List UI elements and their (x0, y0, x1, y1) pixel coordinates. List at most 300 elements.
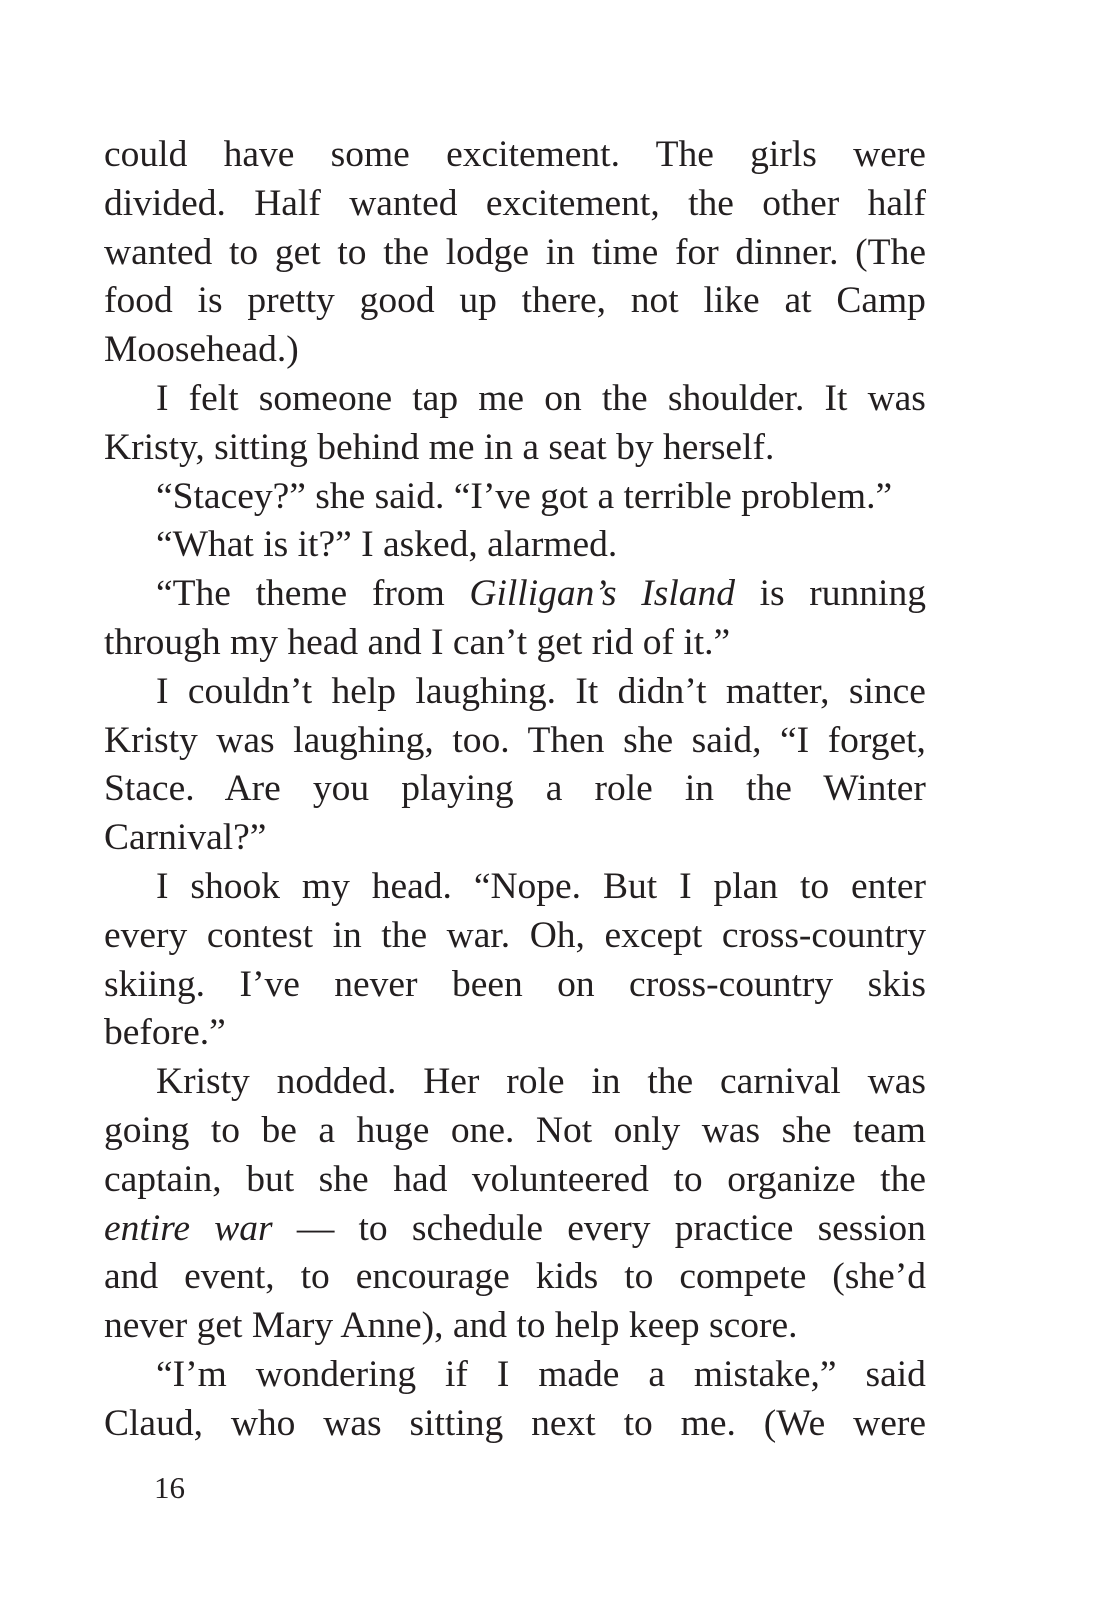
word: dinner. (735, 231, 839, 273)
word: too. (452, 719, 510, 761)
word-space (657, 863, 679, 912)
word-space (427, 912, 447, 961)
word: food (104, 280, 173, 322)
word: nodded. (276, 1061, 397, 1103)
word-space (673, 717, 692, 766)
body-text (104, 131, 926, 1449)
word: one. (450, 1109, 515, 1151)
word: only (613, 1109, 681, 1151)
word: could (104, 134, 188, 175)
italic-word: war (214, 1207, 273, 1249)
word: the (601, 377, 648, 419)
word: me (478, 377, 525, 419)
word: contest (206, 914, 314, 956)
word-space (295, 1400, 323, 1449)
word-space (347, 570, 372, 619)
word-space (382, 1400, 410, 1449)
word: said (865, 1353, 926, 1395)
word-space (621, 1058, 648, 1107)
word: didn’t (617, 670, 707, 712)
word: if (445, 1353, 468, 1395)
word: in (684, 768, 714, 810)
word: a (545, 768, 563, 810)
word: next (531, 1402, 596, 1444)
word: Half (254, 182, 321, 224)
word: excitement, (485, 182, 660, 224)
word: “I (780, 719, 810, 761)
word: up (459, 280, 497, 322)
word: was (867, 1061, 926, 1103)
word: mistake,” (693, 1353, 837, 1395)
word: every (104, 914, 188, 956)
word-space (509, 1351, 538, 1400)
text-line (104, 326, 926, 375)
word-space (812, 277, 837, 326)
word-space (226, 180, 254, 229)
word-space (300, 961, 334, 1010)
word-space (416, 1351, 445, 1400)
text-line (104, 1400, 926, 1449)
word-space (653, 1400, 681, 1449)
word-space (680, 1107, 701, 1156)
word: enter (851, 865, 926, 907)
word-space (429, 229, 446, 278)
word: practice (674, 1207, 794, 1249)
word-space (369, 1156, 394, 1205)
italic-word: Gilligan’s (469, 573, 617, 615)
word: Then (527, 719, 605, 761)
word-space (648, 375, 668, 424)
word-space (510, 1253, 536, 1302)
word-space (829, 863, 851, 912)
word: she (623, 719, 674, 761)
word: good (359, 280, 435, 322)
word: role (506, 1061, 565, 1103)
text-segment: before.” (104, 1012, 226, 1054)
word-space (804, 375, 824, 424)
word: half (867, 182, 926, 224)
word-space (719, 229, 736, 278)
word: running (809, 573, 926, 615)
word-space (714, 131, 750, 180)
word: some (330, 134, 410, 175)
word-space (369, 765, 401, 814)
word: to (337, 231, 367, 273)
italic-word: entire (104, 1207, 191, 1249)
word: on (557, 963, 595, 1005)
text-line (104, 424, 926, 473)
word-space (212, 229, 229, 278)
word-space (239, 375, 259, 424)
word-space (658, 229, 675, 278)
word-space (693, 1058, 720, 1107)
word: be (261, 1109, 297, 1151)
text-line (104, 1156, 926, 1205)
word-space (240, 1107, 261, 1156)
word-space (543, 1205, 567, 1254)
word: to (300, 1256, 330, 1298)
word-space (575, 229, 592, 278)
word: session (817, 1207, 926, 1249)
word: I (679, 865, 692, 907)
word-space (703, 1156, 728, 1205)
word: Winter (823, 768, 926, 810)
word-space (598, 668, 617, 717)
word: encourage (355, 1256, 510, 1298)
word-space (510, 912, 530, 961)
text-segment: Moosehead.) (104, 329, 299, 371)
text-line (104, 1302, 926, 1351)
word-space (321, 229, 338, 278)
word: organize (727, 1158, 856, 1200)
word-space (396, 1058, 423, 1107)
word-space (335, 1107, 356, 1156)
word-space (514, 1107, 535, 1156)
word-space (793, 1205, 817, 1254)
word: matter, (725, 670, 830, 712)
word: in (591, 1061, 621, 1103)
word: (she’d (832, 1256, 926, 1298)
word: captain, (104, 1158, 222, 1200)
word-space (792, 765, 823, 814)
word-space (514, 765, 546, 814)
word-space (653, 1253, 679, 1302)
word: event, (184, 1256, 275, 1298)
word-space (830, 668, 849, 717)
word: on (544, 377, 582, 419)
word: at (784, 280, 812, 322)
word-space (837, 1351, 866, 1400)
word-space (367, 229, 384, 278)
word-space (596, 1400, 624, 1449)
word: said, (691, 719, 762, 761)
word: girls (750, 134, 817, 175)
word-space (330, 1253, 356, 1302)
word: Oh, (529, 914, 585, 956)
word-space (392, 375, 412, 424)
word-space (173, 277, 198, 326)
word-space (458, 375, 478, 424)
word-space (734, 180, 762, 229)
word: were (853, 1402, 926, 1444)
text-line (104, 765, 926, 814)
word: in (545, 231, 575, 273)
word-space (190, 1205, 214, 1254)
word: I’ve (239, 963, 300, 1005)
word: laughing. (415, 670, 557, 712)
word: Not (535, 1109, 593, 1151)
word: help (331, 670, 397, 712)
word: cross-country (721, 914, 926, 956)
word-space (203, 1400, 231, 1449)
word-space (445, 570, 470, 619)
text-line (104, 521, 926, 570)
word-space (388, 1205, 412, 1254)
word: couldn’t (187, 670, 313, 712)
word: Kristy (104, 719, 198, 761)
word-space (760, 277, 785, 326)
word: — (296, 1207, 335, 1249)
word: compete (679, 1256, 807, 1298)
word: kids (535, 1256, 599, 1298)
word-space (258, 229, 275, 278)
text-line (104, 814, 926, 863)
word-space (832, 1107, 853, 1156)
word: forget, (827, 719, 926, 761)
word-space (606, 277, 631, 326)
word: who (230, 1402, 296, 1444)
text-line (104, 1253, 926, 1302)
word-space (562, 765, 594, 814)
word-space (556, 668, 575, 717)
word-space (479, 1058, 506, 1107)
word: been (451, 963, 523, 1005)
word-space (434, 717, 453, 766)
word-space (856, 1156, 881, 1205)
word-space (595, 961, 629, 1010)
word-space (281, 765, 313, 814)
text-line (104, 570, 926, 619)
word: the (746, 768, 792, 810)
word: and (104, 1256, 159, 1298)
word-space (169, 668, 188, 717)
word: I (156, 865, 169, 907)
text-line (104, 375, 926, 424)
word-space (619, 1351, 648, 1400)
word: the (647, 1061, 694, 1103)
word: playing (401, 768, 514, 810)
word-space (294, 1156, 319, 1205)
italic-word: Island (641, 573, 736, 615)
word-space (620, 131, 656, 180)
word: not (630, 280, 679, 322)
word-space (838, 229, 855, 278)
word: a (318, 1109, 336, 1151)
word: never (334, 963, 418, 1005)
word-space (847, 375, 867, 424)
page-number: 16 (154, 1470, 185, 1505)
word: role (594, 768, 653, 810)
word: laughing, (293, 719, 434, 761)
word: team (853, 1109, 926, 1151)
word: the (381, 914, 428, 956)
word: sitting (409, 1402, 504, 1444)
word: cross-country (629, 963, 834, 1005)
word-space (692, 863, 714, 912)
word: volunteered (471, 1158, 649, 1200)
word-space (231, 570, 256, 619)
word-space (581, 863, 603, 912)
word-space (273, 1205, 297, 1254)
word: made (538, 1353, 620, 1395)
word: was (216, 719, 275, 761)
text-line (104, 717, 926, 766)
word: But (602, 865, 658, 907)
word: is (197, 280, 223, 322)
word-space (198, 717, 217, 766)
text-line (104, 863, 926, 912)
word: were (853, 134, 926, 175)
word-space (195, 765, 225, 814)
word: from (371, 573, 445, 615)
word-space (205, 961, 239, 1010)
word: excitement. (446, 134, 620, 175)
word-space (565, 1058, 592, 1107)
word-space (825, 1400, 853, 1449)
word-space (660, 180, 688, 229)
word-space (250, 1058, 277, 1107)
word: except (604, 914, 703, 956)
word-space (735, 570, 760, 619)
word-space (187, 131, 223, 180)
word: The (655, 134, 714, 175)
text-line (104, 277, 926, 326)
word: you (312, 768, 370, 810)
word: to (358, 1207, 388, 1249)
word-space (222, 1156, 247, 1205)
word: she (318, 1158, 369, 1200)
word: shoulder. (667, 377, 805, 419)
word: shook (190, 865, 280, 907)
word-space (189, 1107, 210, 1156)
word-space (297, 1107, 318, 1156)
word-space (617, 570, 642, 619)
word-space (605, 717, 624, 766)
word-space (649, 1156, 674, 1205)
word: skis (867, 963, 926, 1005)
word: skiing. (104, 963, 206, 1005)
word-space (651, 1205, 675, 1254)
word-space (294, 131, 330, 180)
text-segment: Carnival?” (104, 817, 267, 859)
word-space (523, 961, 557, 1010)
word: Her (423, 1061, 480, 1103)
word: I (156, 670, 169, 712)
word-space (817, 131, 853, 180)
word: (The (855, 231, 926, 273)
word-space (497, 277, 522, 326)
word-space (335, 277, 360, 326)
word: but (246, 1158, 295, 1200)
word: tap (412, 377, 459, 419)
word-space (503, 1400, 531, 1449)
word-space (275, 1253, 301, 1302)
word: “The (156, 573, 231, 615)
text-segment: “What is it?” I asked, alarmed. (156, 524, 618, 566)
text-line (104, 1058, 926, 1107)
word-space (435, 277, 460, 326)
word-space (362, 912, 382, 961)
word-space (524, 375, 544, 424)
word: to (228, 231, 259, 273)
word: other (762, 182, 840, 224)
word-space (321, 180, 349, 229)
word-space (707, 668, 726, 717)
word-space (410, 131, 446, 180)
word-space (806, 1253, 832, 1302)
word-space (598, 1253, 624, 1302)
word-space (592, 1107, 613, 1156)
word: wondering (255, 1353, 417, 1395)
word: in (332, 914, 362, 956)
word: had (393, 1158, 448, 1200)
word-space (809, 717, 828, 766)
word: the (880, 1158, 926, 1200)
word: going (104, 1109, 190, 1151)
word: was (701, 1109, 761, 1151)
word-space (275, 717, 294, 766)
text-line (104, 473, 926, 522)
word: get (274, 231, 321, 273)
word-space (839, 180, 867, 229)
word: was (867, 377, 926, 419)
word: a (648, 1353, 666, 1395)
word: to (623, 1402, 653, 1444)
word: there, (521, 280, 606, 322)
word-space (447, 1156, 472, 1205)
text-segment: “Stacey?” she said. “I’ve got a terrible problem.” (156, 475, 893, 517)
text-line (104, 668, 926, 717)
text-segment: Kristy, sitting behind me in a seat by herself. (104, 426, 775, 468)
text-line (104, 961, 926, 1010)
word: was (323, 1402, 382, 1444)
text-line (104, 1351, 926, 1400)
word: the (688, 182, 734, 224)
word-space (187, 912, 207, 961)
word-space (785, 570, 810, 619)
word: have (223, 134, 295, 175)
text-line (104, 1107, 926, 1156)
word-space (653, 765, 685, 814)
word: to (210, 1109, 241, 1151)
word-space (457, 180, 485, 229)
word-space (582, 375, 602, 424)
word: lodge (445, 231, 530, 273)
word-space (833, 961, 867, 1010)
word-space (585, 912, 605, 961)
word-space (761, 717, 780, 766)
text-segment: through my head and I can’t get rid of it.” (104, 621, 731, 663)
text-line (104, 619, 926, 668)
word-space (702, 912, 722, 961)
word: she (781, 1109, 832, 1151)
word: (We (763, 1402, 826, 1444)
word: theme (255, 573, 348, 615)
word: time (591, 231, 659, 273)
word-space (334, 1205, 358, 1254)
word: is (759, 573, 785, 615)
word-space (679, 277, 704, 326)
word: pretty (247, 280, 335, 322)
word: “Nope. (473, 865, 582, 907)
word: carnival (720, 1061, 841, 1103)
word-space (227, 1351, 256, 1400)
word-space (714, 765, 746, 814)
word: the (383, 231, 430, 273)
word-space (313, 912, 333, 961)
word: plan (713, 865, 779, 907)
word-space (665, 1351, 694, 1400)
word: It (575, 670, 599, 712)
word: “I’m (156, 1353, 227, 1395)
word: head. (371, 865, 452, 907)
word-space (418, 961, 452, 1010)
word: to (624, 1256, 654, 1298)
word: Claud, (104, 1402, 203, 1444)
word: war. (446, 914, 511, 956)
word: someone (258, 377, 393, 419)
text-line (104, 1009, 926, 1058)
